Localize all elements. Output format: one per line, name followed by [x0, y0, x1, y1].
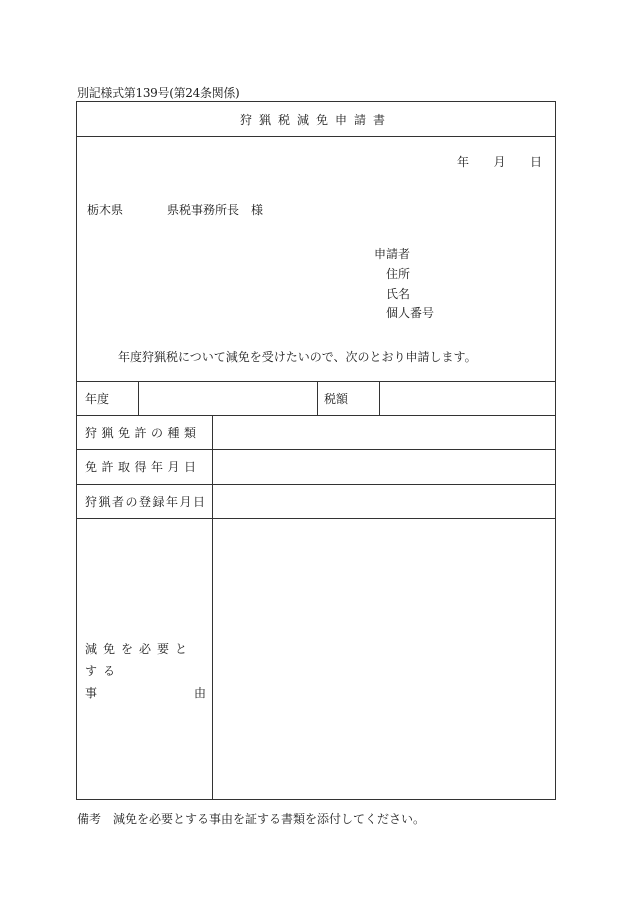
registration-date-label: 狩猟者の登録年月日 [85, 494, 207, 509]
applicant-id-number-label: 個人番号 [386, 306, 435, 320]
tax-amount-label: 税額 [324, 391, 349, 406]
registration-date-field[interactable] [213, 484, 555, 518]
remarks-label: 備考 [77, 812, 102, 826]
license-type-field[interactable] [213, 415, 555, 449]
date-month-label: 月 [493, 155, 506, 169]
form-number: 別記様式第139号(第24条関係) [77, 86, 240, 100]
license-date-label: 免許取得年月日 [85, 460, 201, 474]
reason-label-line1: 減免を必要とする [85, 642, 194, 678]
form-title: 狩猟税減免申請書 [77, 102, 555, 137]
license-date-field[interactable] [213, 449, 555, 484]
reason-field[interactable] [213, 518, 555, 799]
application-form [76, 101, 556, 800]
addressee-honorific: 様 [251, 203, 264, 217]
date-line [457, 153, 542, 170]
request-statement: 年度狩猟税について減免を受けたいので、次のとおり申請します。 [118, 350, 477, 364]
remarks-note [77, 810, 425, 827]
column-divider [317, 381, 318, 415]
addressee-prefecture: 栃木県 [87, 203, 124, 217]
fiscal-year-label: 年度 [85, 391, 110, 406]
tax-amount-field[interactable] [380, 381, 555, 415]
applicant-label: 申請者 [374, 247, 411, 261]
applicant-name-label: 氏名 [386, 287, 411, 301]
date-day-label: 日 [529, 155, 542, 169]
remarks-text: 減免を必要とする事由を証する書類を添付してください。 [113, 812, 426, 826]
fiscal-year-field[interactable] [139, 381, 317, 415]
reason-label-line2 [85, 682, 206, 704]
addressee-office: 県税事務所長 [167, 203, 240, 217]
date-year-label: 年 [457, 155, 470, 169]
addressee [87, 201, 263, 218]
reason-label [85, 638, 206, 704]
reason-label-char1: 事 [85, 686, 98, 700]
reason-label-char2: 由 [193, 686, 206, 700]
applicant-address-label: 住所 [386, 267, 411, 281]
license-type-label: 狩猟免許の種類 [85, 425, 201, 440]
